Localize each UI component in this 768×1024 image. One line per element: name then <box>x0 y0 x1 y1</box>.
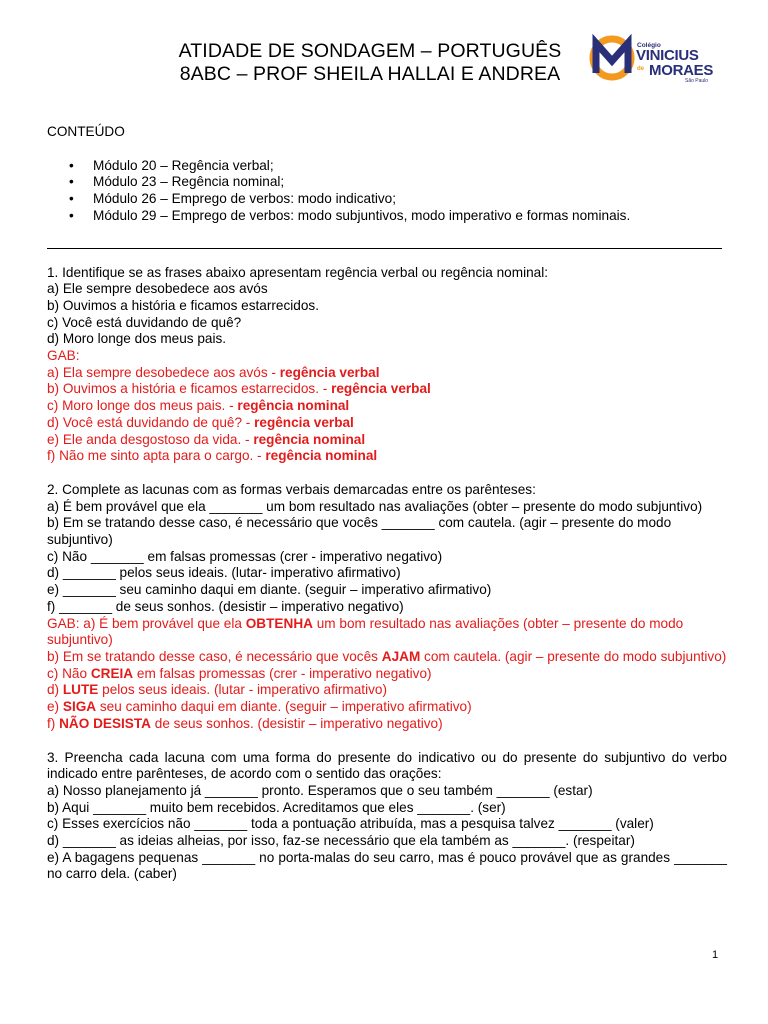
question-2-item: b) Em se tratando desse caso, é necessário que vocês _______ com cautela. (agir – presente do modo subjuntivo) <box>47 515 672 548</box>
answer-bold: regência nominal <box>237 398 350 414</box>
logo-city: São Paulo <box>685 78 709 84</box>
header-subtitle: 8ABC – PROF SHEILA HALLAI E ANDREA <box>179 63 561 85</box>
answer-line <box>47 415 727 432</box>
list-item: • Módulo 29 – Emprego de verbos: modo subjuntivos, modo imperativo e formas nominais. <box>47 208 727 225</box>
answer-key-label: GAB: <box>47 348 80 364</box>
conteudo-title: CONTEÚDO <box>47 124 125 139</box>
answer-bold: AJAM <box>381 648 421 664</box>
answer-bold: NÃO DESISTA <box>59 715 151 731</box>
logo-vinicius: VINICIUS <box>636 47 699 64</box>
answer-text: e) <box>47 699 63 715</box>
answer-line <box>47 381 727 398</box>
answer-line <box>47 365 727 382</box>
question-2-item: d) _______ pelos seus ideais. (lutar- imperativo afirmativo) <box>47 565 401 581</box>
answer-text: c) Não <box>47 665 91 681</box>
answer-text: GAB: a) É bem provável que ela <box>47 615 246 631</box>
question-3-item: b) Aqui _______ muito bem recebidos. Acreditamos que eles _______. (ser) <box>47 799 506 815</box>
section-divider <box>47 248 722 249</box>
answer-line <box>47 666 727 683</box>
answer-line <box>47 398 727 415</box>
logo-moraes: MORAES <box>649 62 714 79</box>
question-1-prompt: 1. Identifique se as frases abaixo apresentam regência verbal ou regência nominal: <box>47 264 549 280</box>
question-3-item: c) Esses exercícios não _______ toda a pontuação atribuída, mas a pesquisa talvez _______ (valer) <box>47 816 654 832</box>
answer-bold: LUTE <box>62 682 99 698</box>
answer-text: d) <box>47 682 63 698</box>
question-1-item: a) Ele sempre desobedece aos avós <box>47 281 268 297</box>
conteudo-list <box>47 158 727 225</box>
page-number: 1 <box>712 949 719 961</box>
list-item: • Módulo 26 – Emprego de verbos: modo indicativo; <box>47 191 727 208</box>
question-1 <box>47 265 727 465</box>
question-1-item: d) Moro longe dos meus pais. <box>47 331 227 347</box>
question-2-item: f) _______ de seus sonhos. (desistir – imperativo negativo) <box>47 598 404 614</box>
document-body <box>47 124 727 883</box>
cvm-emblem-icon <box>589 33 635 83</box>
question-1-item: c) Você está duvidando de quê? <box>47 314 242 330</box>
list-item: • Módulo 23 – Regência nominal; <box>47 174 727 191</box>
logo-de: de <box>637 66 645 72</box>
answer-line <box>47 616 727 649</box>
answer-text: e) Ele anda desgostoso da vida. - <box>47 431 254 447</box>
answer-line <box>47 682 727 699</box>
question-3-item: e) A bagagens pequenas _______ no porta-malas do seu carro, mas é pouco provável que as grandes _______ no carro dela. (caber) <box>47 849 727 882</box>
answer-line <box>47 448 727 465</box>
school-logo <box>589 33 729 85</box>
document-header <box>150 40 590 86</box>
answer-bold: regência nominal <box>253 431 366 447</box>
question-3-item: d) _______ as ideias alheias, por isso, faz-se necessário que ela também as _______. (respeitar) <box>47 833 635 849</box>
header-title: ATIDADE DE SONDAGEM – PORTUGUÊS <box>178 40 562 62</box>
question-2 <box>47 482 727 733</box>
answer-bold: regência nominal <box>265 448 378 464</box>
answer-bold: SIGA <box>62 699 97 715</box>
answer-line <box>47 649 727 666</box>
answer-text: pelos seus ideais. (lutar - imperativo afirmativo) <box>98 682 387 698</box>
answer-text: b) Em se tratando desse caso, é necessário que vocês <box>47 648 382 664</box>
answer-line <box>47 699 727 716</box>
answer-text: d) Você está duvidando de quê? - <box>47 414 255 430</box>
answer-text: com cautela. (agir – presente do modo subjuntivo) <box>420 648 727 664</box>
answer-bold: regência verbal <box>331 381 431 397</box>
answer-text: b) Ouvimos a história e ficamos estarrecidos. - <box>47 381 332 397</box>
answer-line <box>47 716 727 733</box>
answer-text: a) Ela sempre desobedece aos avós - <box>47 364 280 380</box>
answer-text: seu caminho daqui em diante. (seguir – imperativo afirmativo) <box>96 699 472 715</box>
answer-line <box>47 432 727 449</box>
answer-bold: OBTENHA <box>245 615 313 631</box>
question-2-prompt: 2. Complete as lacunas com as formas verbais demarcadas entre os parênteses: <box>47 481 536 497</box>
logo-colegio: Colégio <box>637 42 661 49</box>
answer-text: f) Não me sinto apta para o cargo. - <box>47 448 266 464</box>
answer-text: c) Moro longe dos meus pais. - <box>47 398 238 414</box>
list-item: • Módulo 20 – Regência verbal; <box>47 158 727 175</box>
question-3-prompt: 3. Preencha cada lacuna com uma forma do presente do indicativo ou do presente do subjuntivo do verbo indicado entre parênteses, de acordo com o sentido das orações: <box>47 749 727 782</box>
answer-text: em falsas promessas (crer - imperativo negativo) <box>133 665 432 681</box>
answer-bold: regência verbal <box>279 364 380 380</box>
answer-text: de seus sonhos. (desistir – imperativo negativo) <box>150 715 443 731</box>
question-2-item: e) _______ seu caminho daqui em diante. (seguir – imperativo afirmativo) <box>47 582 492 598</box>
question-2-item: a) É bem provável que ela _______ um bom resultado nas avaliações (obter – presente do modo subjuntivo) <box>47 498 703 514</box>
answer-bold: CREIA <box>90 665 134 681</box>
answer-bold: regência verbal <box>254 414 354 430</box>
question-1-item: b) Ouvimos a história e ficamos estarrecidos. <box>47 297 319 313</box>
question-2-item: c) Não _______ em falsas promessas (crer - imperativo negativo) <box>47 548 443 564</box>
question-3-item: a) Nosso planejamento já _______ pronto. Esperamos que o seu também _______ (estar) <box>47 782 593 798</box>
answer-text: f) <box>47 715 60 731</box>
question-3 <box>47 750 727 884</box>
answer-text: um bom resultado nas avaliações (obter – presente do modo subjuntivo) <box>47 615 684 648</box>
